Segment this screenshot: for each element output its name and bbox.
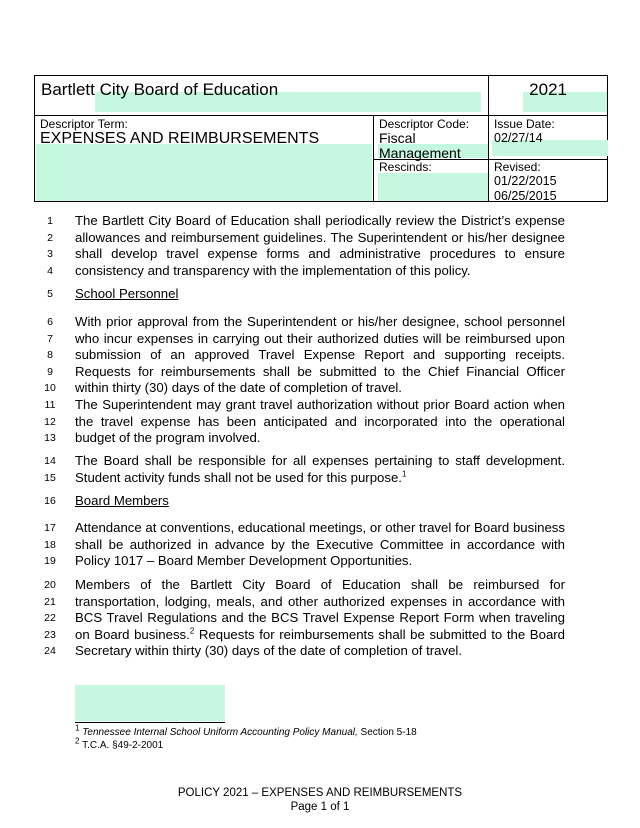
descriptor-term-value: EXPENSES AND REIMBURSEMENTS [40, 130, 320, 147]
footnote-separator [75, 722, 225, 723]
line-numbers: 11 12 13 [44, 399, 56, 445]
paragraph-school-personnel: With prior approval from the Superintendent or his/her designee, school personnel who incur expenses in carrying out their authorized duties will be reimbursed upon submission of an approved Travel Expense Report and supporting receipts. Requests for reimbursements shall be submitted to the Chief Financial Officer within thirty (30) days of the date of completion of travel. [75, 314, 565, 396]
highlight-block [378, 173, 488, 201]
line-numbers: 17 18 19 [44, 522, 56, 568]
line-numbers: 5 [47, 288, 53, 300]
descriptor-code-value: Fiscal [379, 130, 416, 146]
revised-label: Revised: [494, 160, 541, 174]
paragraph-board-reimbursement: Members of the Bartlett City Board of Education shall be reimbursed for transportation, lodging, meals, and other authorized expenses in accordance with BCS Travel Regulations and the BCS Travel Expense Report Form when traveling on Board business.$^2$ Requests for reimbursements shall be submitted to the Board Secretary within thirty (30) days of the date of completion of travel. [75, 577, 566, 659]
footnote-ref: 1 [401, 469, 407, 479]
highlight-block [36, 144, 372, 201]
highlight-block [75, 685, 225, 721]
line-numbers: 20 21 22 23 24 [44, 579, 56, 658]
rescinds-label: Rescinds: [379, 160, 432, 174]
descriptor-code-value: Management [379, 145, 461, 161]
line-numbers: 16 [44, 495, 56, 507]
issue-date-label: Issue Date: [494, 117, 555, 131]
line-numbers: 6 7 8 9 10 [44, 316, 56, 395]
footnote-2: $^2$ T.C.A. §49-2-2001 [75, 736, 164, 751]
paragraph-board-travel: Attendance at conventions, educational meetings, or other travel for Board business shall be authorized in advance by the Executive Committee in accordance with Policy 1017 – Board Member Development Opportunities. [75, 520, 565, 569]
footnote-1: $^1$ Tennessee Internal School Uniform Accounting Policy Manual, Section 5-18 [75, 723, 417, 738]
policy-number: 2021 [529, 80, 567, 99]
descriptor-code-label: Descriptor Code: [379, 117, 470, 131]
descriptor-term-label: Descriptor Term: [40, 117, 128, 131]
revised-date: 01/22/2015 [494, 174, 557, 188]
paragraph-travel-authorization: The Superintendent may grant travel authorization without prior Board action when the travel expense has been anticipated and incorporated into the operational budget of the program involved. [75, 397, 565, 446]
paragraph-intro: The Bartlett City Board of Education shall periodically review the District’s expense allowances and reimbursement guidelines. The Superintendent or his/her designee shall develop travel expense forms and administrative procedures to ensure consistency and transparency with the implementation of this policy. [75, 213, 565, 278]
issue-date-value: 02/27/14 [494, 131, 543, 145]
paragraph-staff-development: The Board shall be responsible for all expenses pertaining to staff development. Student activity funds shall not be used for this purpose.$^1$ [75, 453, 565, 485]
heading-school-personnel: School Personnel [75, 286, 179, 301]
board-name: Bartlett City Board of Education [41, 80, 279, 99]
heading-board-members: Board Members [75, 493, 169, 508]
page-footer-title: POLICY 2021 – EXPENSES AND REIMBURSEMENTS [177, 787, 463, 799]
line-numbers: 1 2 3 4 [47, 215, 53, 277]
policy-header-table [34, 75, 608, 202]
page-number: Page 1 of 1 [290, 801, 350, 813]
revised-date: 06/25/2015 [494, 189, 557, 203]
footnote-ref: 2 [189, 626, 195, 636]
line-numbers: 14 15 [44, 455, 56, 484]
